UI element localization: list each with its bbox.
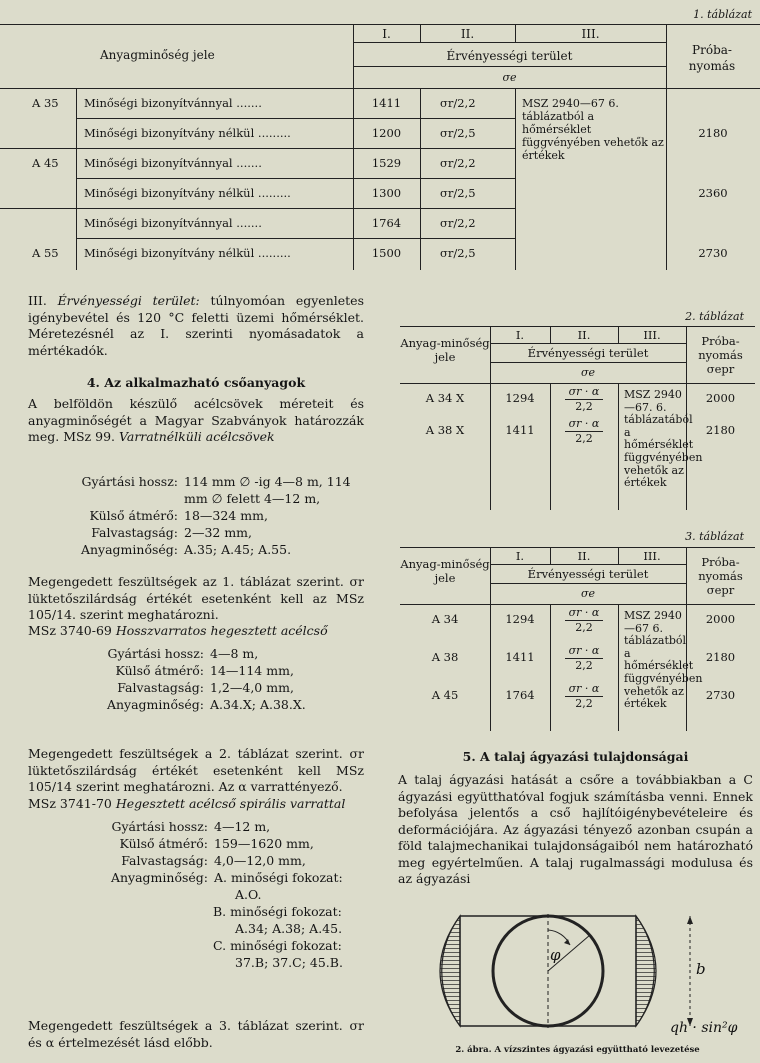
materials-paragraph: A belföldön készülő acélcsövek méreteit és anyagminőségét a Magyar Szabványok határozzák meg. MSz 99. Varratnélküli acélcsövek (28, 396, 364, 444)
table2-caption: 2. táblázat (685, 310, 744, 323)
table1-note: MSZ 2940—67 6. táblázatból a hőmérséklet függvényében vehetők az értékek (522, 97, 664, 162)
small-table-proba: 2730 (705, 688, 736, 702)
spec-grade-line: C. minőségi fokozat: (213, 938, 342, 953)
spec-key: Anyagminőség: (110, 870, 208, 885)
spec-value: 1,2—4,0 mm, (210, 680, 294, 695)
table1-proba: 2180 (698, 126, 728, 140)
spec-key: Külső átmérő: (119, 836, 208, 851)
small-table-fraction (550, 644, 618, 673)
stress-paragraph-1: Megengedett feszültségek az 1. táblázat szerint. σr lüktetőszilárdság értékét esetenként kell az MSz 105/14. szerint meghatározni. (28, 574, 364, 622)
spec-grade-line: 37.B; 37.C; 45.B. (235, 955, 343, 970)
table1-value-II: σr/2,2 (440, 156, 476, 170)
small-table-fraction (550, 606, 618, 635)
table1-value-I: 1300 (371, 186, 402, 200)
small-table-header-I: I. (515, 328, 525, 342)
small-table-header-proba: Próba-nyomás σepr (698, 555, 743, 597)
spec-value: 18—324 mm, (184, 508, 268, 523)
spec-key: Falvastagság: (121, 853, 208, 868)
spec-row (28, 818, 364, 835)
section-4-heading: 4. Az alkalmazható csőanyagok (86, 375, 306, 390)
table1-desc: Minőségi bizonyítvánnyal ....... (84, 96, 262, 110)
small-table-value-I: 1411 (505, 650, 535, 664)
spec-value: 4,0—12,0 mm, (214, 853, 306, 868)
spec-key: Falvastagság: (117, 680, 204, 695)
fraction-numerator: σr · α (565, 385, 604, 400)
spec-row (28, 852, 364, 869)
small-table-header-II: II. (577, 549, 591, 563)
small-table-fraction (550, 385, 618, 414)
fraction-denominator: 2,2 (575, 400, 593, 413)
spec-key: Anyagminőség: (80, 542, 178, 557)
table1-value-II: σr/2,5 (440, 186, 476, 200)
small-table-note: MSZ 2940—67 6. táblázatból a hőmérséklet függvényében vehetők az értékek (624, 609, 703, 711)
table1-desc: Minőségi bizonyítvány nélkül ......... (84, 126, 291, 140)
spec-value: 4—8 m, (210, 646, 259, 661)
table1-value-I: 1411 (371, 96, 402, 110)
stress-paragraph-3: Megengedett feszültségek a 3. táblázat szerint. σr és α értelmezését lásd előbb. (28, 1018, 364, 1050)
spec-row (28, 679, 364, 696)
small-table-header-grade: Anyag-minőség jele (400, 336, 490, 364)
small-table-grade: A 45 (431, 688, 459, 702)
table1-caption: 1. táblázat (693, 8, 752, 21)
b-label: b (696, 960, 706, 978)
small-table-header-sigma: σe (580, 587, 596, 600)
spec-value: 2—32 mm, (184, 525, 253, 540)
small-table-header-sigma: σe (580, 366, 596, 379)
fraction-denominator: 2,2 (575, 697, 593, 710)
spec-key: Külső átmérő: (115, 663, 204, 678)
fraction-denominator: 2,2 (575, 432, 593, 445)
std-3741: MSz 3741-70 Hegesztett acélcső spirális varrattal (28, 796, 346, 811)
table1-proba: 2360 (698, 186, 728, 200)
spec-value: 4—12 m, (214, 819, 271, 834)
small-table-grade: A 38 X (425, 423, 465, 437)
spec-key: Falvastagság: (91, 525, 178, 540)
spec-value: A.34.X; A.38.X. (210, 697, 306, 712)
table1-desc: Minőségi bizonyítvány nélkül ......... (84, 186, 291, 200)
table1-proba: 2730 (698, 246, 728, 260)
small-table-grade: A 34 (431, 612, 459, 626)
spec-grade-line: A.O. (235, 887, 262, 902)
fraction-denominator: 2,2 (575, 621, 593, 634)
std-3740: MSz 3740-69 Hosszvarratos hegesztett acélcső (28, 623, 328, 638)
table1-header-I: I. (382, 27, 391, 41)
small-table-value-I: 1294 (505, 391, 535, 405)
spec-grade-line: A.34; A.38; A.45. (235, 921, 343, 936)
small-table-header-II: II. (577, 328, 591, 342)
table1-header-III: III. (581, 27, 600, 41)
table1-header-sigma: σe (502, 71, 517, 84)
figure-caption: 2. ábra. A vízszintes ágyazási együttható levezetése (455, 1045, 700, 1055)
table1-header-proba: Próba-nyomás (688, 43, 736, 73)
range-paragraph: III. Érvényességi terület: túlnyomóan egyenletes igénybevétel és 120 °C feletti üzemi hőmérséklet. Méretezésnél az I. szerinti nyomásadatok a mértékadók. (28, 293, 364, 358)
table1 (0, 24, 760, 270)
table2 (400, 326, 755, 510)
small-table-proba: 2000 (705, 391, 736, 405)
stress-paragraph-2: Megengedett feszültségek a 2. táblázat szerint. σr lüktetőszilárdság értékét esetenként kell MSz 105/14 szerint meghatározni. Az α varrattényező. (28, 746, 364, 794)
fraction-numerator: σr · α (565, 682, 604, 697)
spec-row (28, 835, 364, 852)
small-table-value-I: 1411 (505, 423, 535, 437)
spec-key: Gyártási hossz: (107, 646, 204, 661)
spec-key: Anyagminőség: (106, 697, 204, 712)
table1-desc: Minőségi bizonyítvánnyal ....... (84, 156, 262, 170)
small-table-value-I: 1294 (505, 612, 535, 626)
spec-row (28, 507, 364, 524)
table1-grade: A 55 (32, 246, 59, 260)
small-table-proba: 2180 (705, 423, 736, 437)
longitudinal-spec (28, 645, 364, 713)
table3-caption: 3. táblázat (685, 530, 744, 543)
small-table-header-III: III. (643, 328, 661, 342)
spec-key: Gyártási hossz: (81, 474, 178, 489)
section-5-heading: 5. A talaj ágyazási tulajdonságai (462, 749, 689, 764)
small-table-fraction (550, 417, 618, 446)
spiral-spec-grades (213, 886, 363, 971)
spec-value: 14—114 mm, (210, 663, 294, 678)
fraction-numerator: σr · α (565, 606, 604, 621)
seamless-spec (28, 473, 364, 558)
table1-value-I: 1764 (371, 216, 402, 230)
table1-value-II: σr/2,5 (440, 126, 476, 140)
table1-header-grade: Anyagminőség jele (100, 48, 215, 62)
table1-value-II: σr/2,5 (440, 246, 476, 260)
table1-grade: A 35 (32, 96, 59, 110)
spec-key: Külső átmérő: (89, 508, 178, 523)
small-table-header-range: Érvényességi terület (527, 346, 649, 360)
spec-key: Gyártási hossz: (111, 819, 208, 834)
spec-value: 159—1620 mm, (214, 836, 314, 851)
small-table-fraction (550, 682, 618, 711)
small-table-header-proba: Próba-nyomás σepr (698, 334, 743, 376)
spec-value: 114 mm ∅ -ig 4—8 m, 114 mm ∅ felett 4—12 m, (184, 474, 351, 506)
small-table-proba: 2180 (705, 650, 736, 664)
fraction-numerator: σr · α (565, 644, 604, 659)
small-table-header-range: Érvényességi terület (527, 567, 649, 581)
table1-value-I: 1500 (371, 246, 402, 260)
spec-row (28, 869, 364, 886)
spec-row (28, 662, 364, 679)
table1-value-I: 1200 (371, 126, 402, 140)
spec-value: A. minőségi fokozat: (214, 870, 343, 885)
spec-row (28, 524, 364, 541)
table1-header-II: II. (460, 27, 475, 41)
table1-value-II: σr/2,2 (440, 216, 476, 230)
small-table-header-grade: Anyag-minőség jele (400, 557, 490, 585)
small-table-value-I: 1764 (505, 688, 535, 702)
qh-label: qh · sin²φ (670, 1020, 738, 1036)
table1-value-I: 1529 (371, 156, 402, 170)
spec-row (28, 473, 364, 507)
small-table-grade: A 38 (431, 650, 459, 664)
table1-grade: A 45 (32, 156, 59, 170)
table1-header-range: Érvényességi terület (446, 49, 573, 63)
small-table-proba: 2000 (705, 612, 736, 626)
phi-label: φ (550, 946, 561, 964)
small-table-note: MSZ 2940—67. 6. táblázatából a hőmérséklet függvényében vehetők az értékek (624, 388, 703, 490)
spec-row (28, 541, 364, 558)
spec-grade-line: B. minőségi fokozat: (213, 904, 342, 919)
table1-value-II: σr/2,2 (440, 96, 476, 110)
small-table-header-I: I. (515, 549, 525, 563)
spec-row (28, 645, 364, 662)
fraction-numerator: σr · α (565, 417, 604, 432)
bedding-figure (400, 900, 755, 1040)
soil-paragraph: A talaj ágyazási hatását a csőre a továbbiakban a C ágyazási együtthatóval fogjuk számításba venni. Ennek befolyása jelentős a cső hajlítóigénybevételeire és deformációjára. Az ágyazási tényező azonban csupán a föld talajmechanikai tulajdonságaiból nem határozható meg egyértelműen. A talaj rugalmassági modulusa és az ágyazási (398, 772, 753, 886)
table1-desc: Minőségi bizonyítvánnyal ....... (84, 216, 262, 230)
small-table-grade: A 34 X (425, 391, 465, 405)
fraction-denominator: 2,2 (575, 659, 593, 672)
spec-value: A.35; A.45; A.55. (184, 542, 292, 557)
table3 (400, 547, 755, 731)
table1-desc: Minőségi bizonyítvány nélkül ......... (84, 246, 291, 260)
spec-row (28, 696, 364, 713)
spiral-spec (28, 818, 364, 886)
small-table-header-III: III. (643, 549, 661, 563)
